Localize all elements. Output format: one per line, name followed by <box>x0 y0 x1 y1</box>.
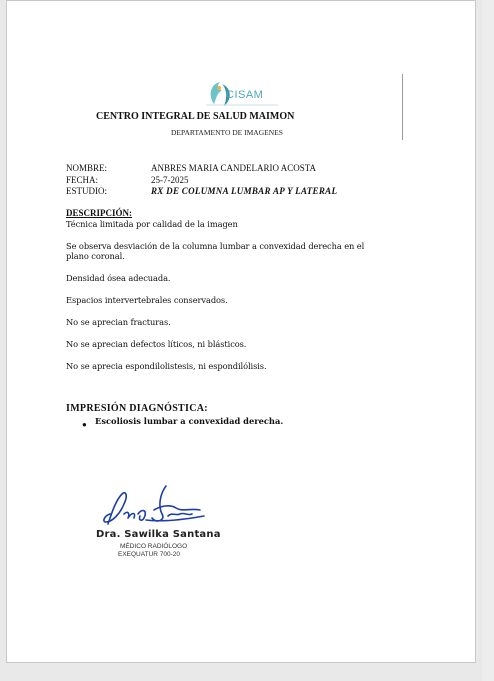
header-divider <box>402 74 403 140</box>
institution-title: CENTRO INTEGRAL DE SALUD MAIMON <box>96 111 295 122</box>
study-row <box>66 186 337 198</box>
patient-info <box>66 163 337 198</box>
department-subtitle: DEPARTAMENTO DE IMAGENES <box>171 128 283 137</box>
description-line: No se aprecian defectos líticos, ni blásticos. <box>66 339 247 349</box>
scrollbar-gutter[interactable] <box>482 0 494 681</box>
name-label: NOMBRE: <box>66 163 108 173</box>
description-line: No se aprecia espondilolistesis, ni espondilólisis. <box>66 361 267 371</box>
description-line: plano coronal. <box>66 251 125 261</box>
description-line: No se aprecian fracturas. <box>66 317 171 327</box>
bullet-icon: ● <box>82 420 87 429</box>
description-title: DESCRIPCIÓN: <box>66 208 133 218</box>
date-label: FECHA: <box>66 174 99 185</box>
doctor-name: Dra. Sawilka Santana <box>96 529 221 540</box>
description-line: Se observa desviación de la columna lumbar a convexidad derecha en el <box>66 241 365 251</box>
study-value: RX DE COLUMNA LUMBAR AP Y LATERAL <box>151 186 338 196</box>
study-label: ESTUDIO: <box>66 186 107 196</box>
date-value: 25-7-2025 <box>151 174 189 185</box>
signature-icon <box>96 480 208 530</box>
name-row <box>66 163 337 175</box>
impression-title: IMPRESIÓN DIAGNÓSTICA: <box>66 403 208 414</box>
description-line: Técnica limitada por calidad de la imagen <box>66 219 238 229</box>
logo-text: CISAM <box>226 89 264 101</box>
name-value: ANBRES MARIA CANDELARIO ACOSTA <box>151 163 317 173</box>
description-line: Densidad ósea adecuada. <box>66 273 171 283</box>
doctor-role: MÉDICO RADIÓLOGO <box>120 543 188 550</box>
impression-item: Escoliosis lumbar a convexidad derecha. <box>95 416 284 426</box>
date-row <box>66 175 337 187</box>
doctor-exequatur: EXEQUATUR 700-20 <box>118 551 181 558</box>
description-line: Espacios intervertebrales conservados. <box>66 295 228 305</box>
